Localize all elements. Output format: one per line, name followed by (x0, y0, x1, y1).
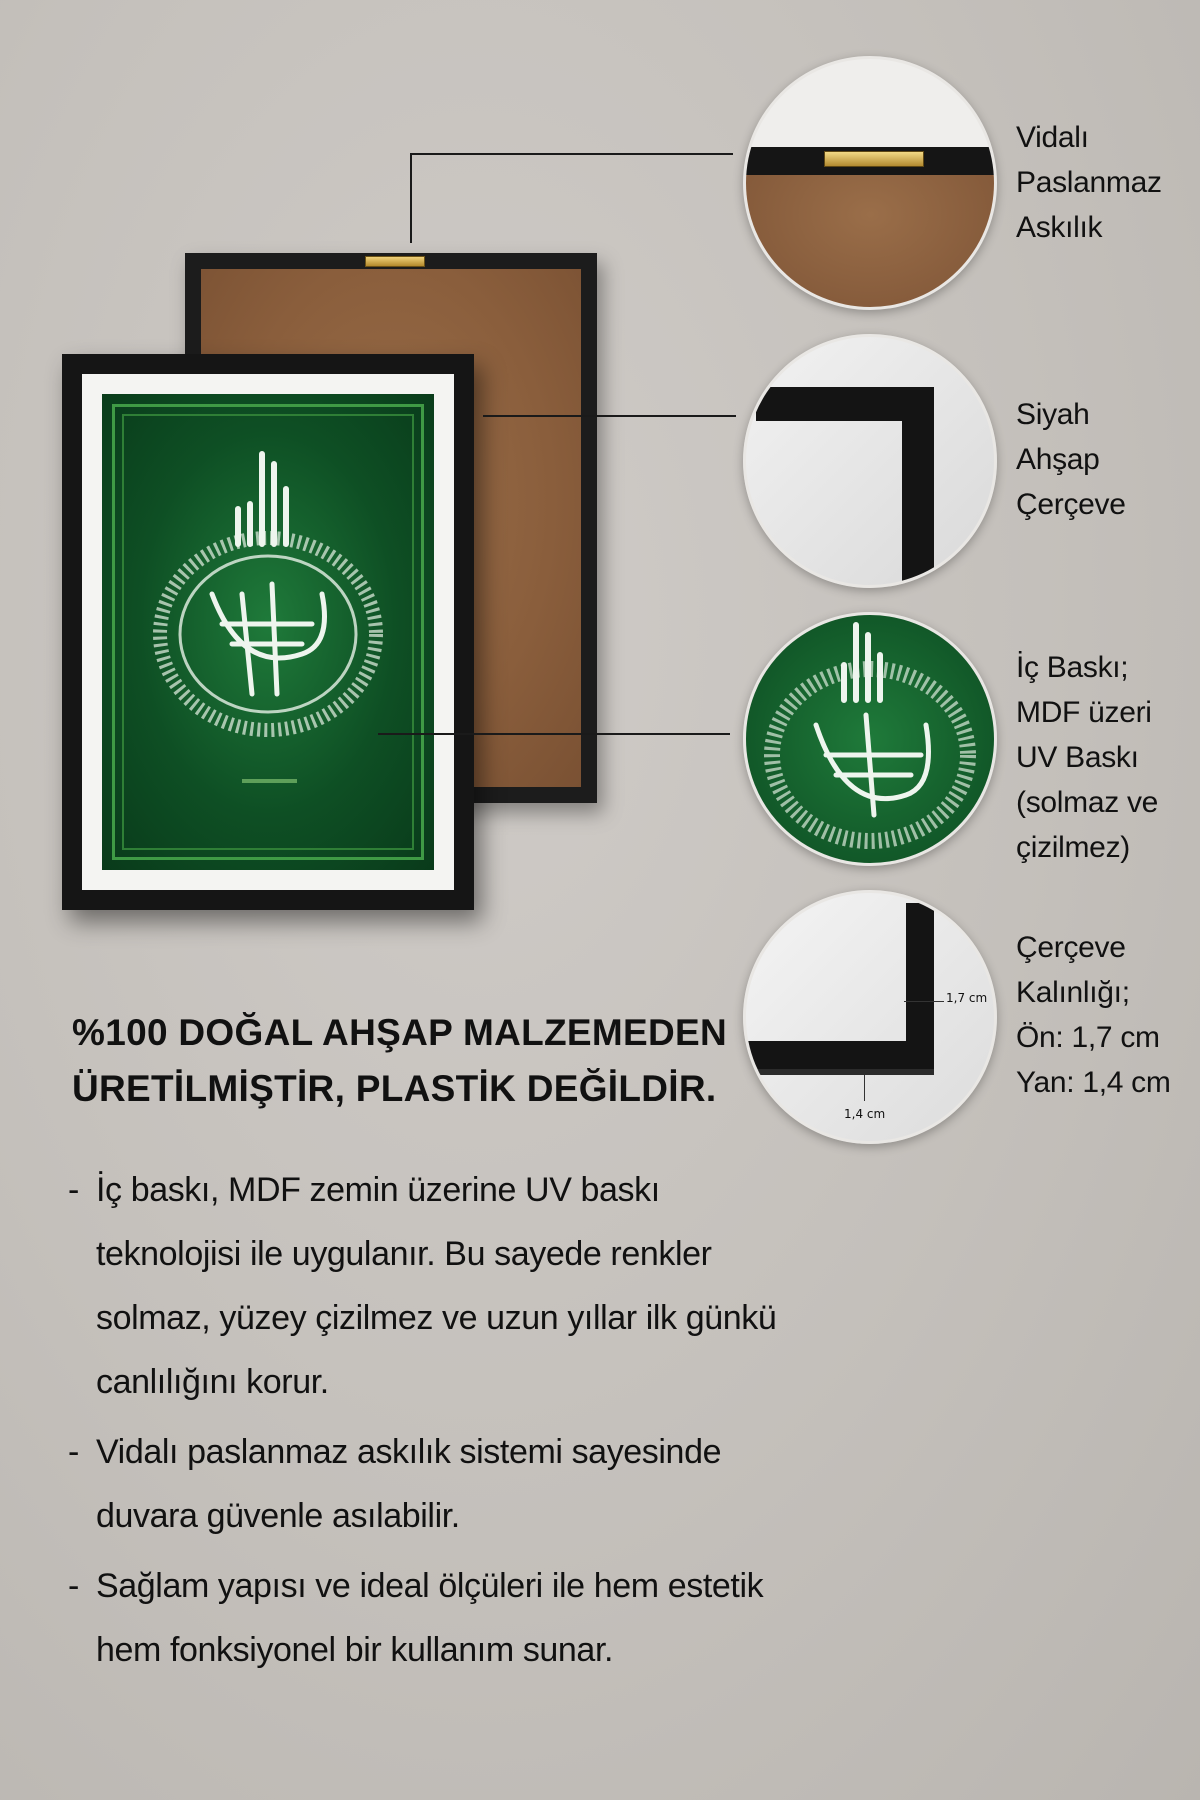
print-detail-circle (743, 612, 997, 866)
connector-line-1-vertical (410, 153, 412, 243)
thickness-detail-circle (743, 890, 997, 1144)
list-item: - İç baskı, MDF zemin üzerine UV baskı teknolojisi ile uygulanır. Bu sayede renkler solmaz, yüzey çizilmez ve uzun yıllar ilk günkü canlılığını korur. (68, 1158, 808, 1414)
hanger-detail-circle (743, 56, 997, 310)
frame-front-view (62, 354, 474, 910)
connector-line-2 (483, 415, 736, 417)
connector-line-3 (378, 733, 730, 735)
front-thickness-label: 1,7 cm (946, 991, 988, 1005)
callout-hanger: Vidalı Paslanmaz Askılık (1016, 121, 1162, 244)
callout-frame: Siyah Ahşap Çerçeve (1016, 398, 1126, 521)
callout-thickness: Çerçeve Kalınlığı; Ön: 1,7 cm Yan: 1,4 cm (1016, 931, 1171, 1099)
list-item: - Vidalı paslanmaz askılık sistemi sayesinde duvara güvenle asılabilir. (68, 1420, 808, 1548)
side-thickness-label: 1,4 cm (844, 1107, 886, 1121)
calligraphy-print (102, 394, 434, 870)
front-thickness-marker (904, 1001, 944, 1002)
callout-print: İç Baskı; MDF üzeri UV Baskı (solmaz ve çizilmez) (1016, 651, 1159, 864)
connector-line-1-horizontal (410, 153, 733, 155)
side-thickness-marker (864, 1075, 865, 1101)
list-item: - Sağlam yapısı ve ideal ölçüleri ile hem estetik hem fonksiyonel bir kullanım sunar. (68, 1554, 808, 1682)
calligraphy-artwork (102, 394, 434, 870)
feature-list (68, 1158, 808, 1688)
material-heading: %100 DOĞAL AHŞAP MALZEMEDEN ÜRETİLMİŞTİR, PLASTİK DEĞİLDİR. (72, 1012, 728, 1109)
hanger-icon (824, 151, 924, 167)
frame-corner-circle (743, 334, 997, 588)
calligraphy-detail-icon (746, 615, 994, 863)
hanger-hardware (365, 256, 425, 267)
